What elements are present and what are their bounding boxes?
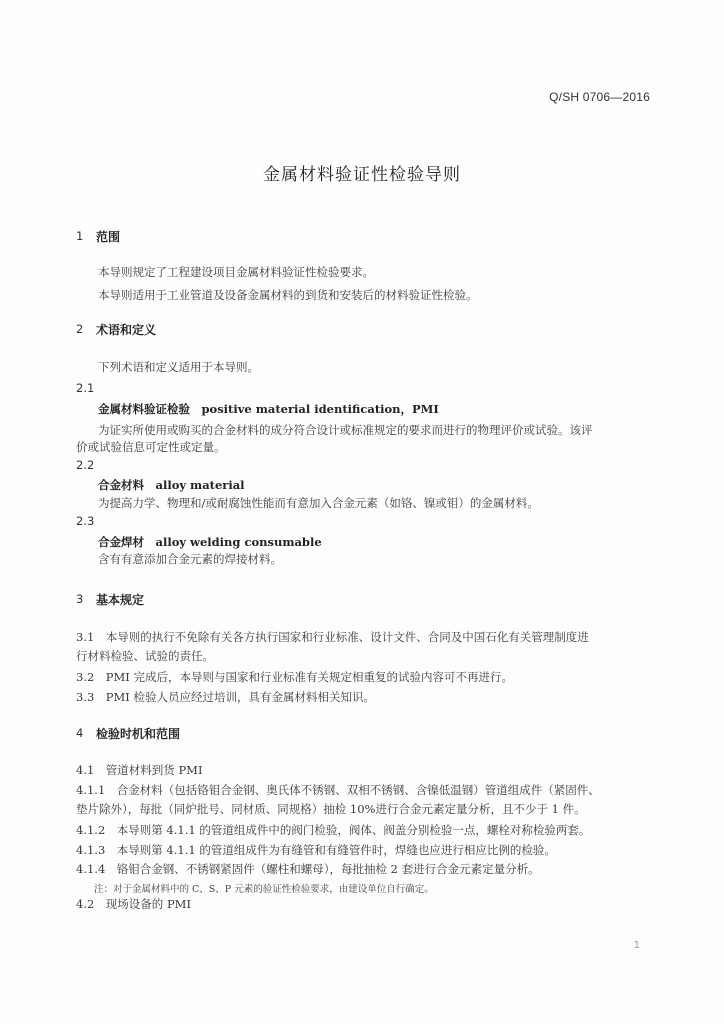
clause-4-1-4: 4.1.4 铬钼合金钢、不锈钢紧固件（螺柱和螺母），每批抽检 2 套进行合金元素定量分析。: [76, 862, 540, 876]
section-4-title: 检验时机和范围: [96, 727, 181, 741]
clause-3-3: 3.3 PMI 检验人员应经过培训，具有金属材料相关知识。: [76, 690, 375, 704]
page-title: 金属材料验证性检验导则: [263, 165, 461, 185]
term-2-1-definition-line-1: 为证实所使用或购买的合金材料的成分符合设计或标准规定的要求而进行的物理评价或试验。该评: [98, 423, 593, 437]
clause-3-2: 3.2 PMI 完成后，本导则与国家和行业标准有关规定相重复的试验内容可不再进行。: [76, 670, 513, 684]
section-2-intro: 下列术语和定义适用于本导则。: [98, 360, 259, 374]
section-1-title: 范围: [96, 230, 121, 244]
section-2-title: 术语和定义: [96, 323, 157, 337]
section-2-number: 2: [76, 322, 84, 336]
note: 注：对于金属材料中的 C、S、P 元素的验证性检验要求，由建设单位自行确定。: [94, 884, 434, 895]
term-2-2-number: 2.2: [76, 458, 95, 472]
term-2-1-number: 2.1: [76, 381, 95, 395]
section-3-title: 基本规定: [96, 593, 145, 607]
term-2-1-title: 金属材料验证检验 positive material identification，PMI: [98, 402, 439, 416]
section-1-paragraph-1: 本导则规定了工程建设项目金属材料验证性检验要求。: [98, 265, 374, 279]
term-2-1-definition-line-2: 价或试验信息可定性或定量。: [76, 440, 226, 454]
term-2-2-definition: 为提高力学、物理和/或耐腐蚀性能而有意加入合金元素（如铬、镍或钼）的金属材料。: [98, 496, 539, 510]
clause-4-1-3: 4.1.3 本导则第 4.1.1 的管道组成件为有缝管和有缝管件时，焊缝也应进行相应比例的检验。: [76, 843, 556, 857]
clause-4-1-1-line-2: 垫片除外），每批（同炉批号、同材质、同规格）抽检 10%进行合金元素定量分析，且不少于 1 件。: [76, 802, 586, 816]
subsection-4-1: 4.1 管道材料到货 PMI: [76, 763, 203, 777]
term-2-3-number: 2.3: [76, 514, 95, 528]
section-1-paragraph-2: 本导则适用于工业管道及设备金属材料的到货和安装后的材料验证性检验。: [98, 288, 478, 302]
section-4-number: 4: [76, 726, 84, 740]
subsection-4-2: 4.2 现场设备的 PMI: [76, 897, 191, 911]
clause-3-1-line-1: 3.1 本导则的执行不免除有关各方执行国家和行业标准、设计文件、合同及中国石化有关管理制度进: [76, 630, 589, 644]
clause-4-1-1-line-1: 4.1.1 合金材料（包括铬钼合金钢、奥氏体不锈钢、双相不锈钢、含镍低温钢）管道组成件（紧固件、: [76, 783, 600, 797]
term-2-3-title: 合金焊材 alloy welding consumable: [98, 535, 322, 549]
term-2-2-title: 合金材料 alloy material: [98, 478, 245, 492]
term-2-3-definition: 含有有意添加合金元素的焊接材料。: [98, 552, 282, 566]
clause-4-1-2: 4.1.2 本导则第 4.1.1 的管道组成件中的阀门检验，阀体、阀盖分别检验一点，螺栓对称检验两套。: [76, 823, 591, 837]
document-code: Q/SH 0706—2016: [549, 90, 650, 104]
page-number: 1: [633, 940, 640, 951]
section-1-number: 1: [76, 229, 84, 243]
section-3-number: 3: [76, 592, 84, 606]
clause-3-1-line-2: 行材料检验、试验的责任。: [76, 649, 214, 663]
